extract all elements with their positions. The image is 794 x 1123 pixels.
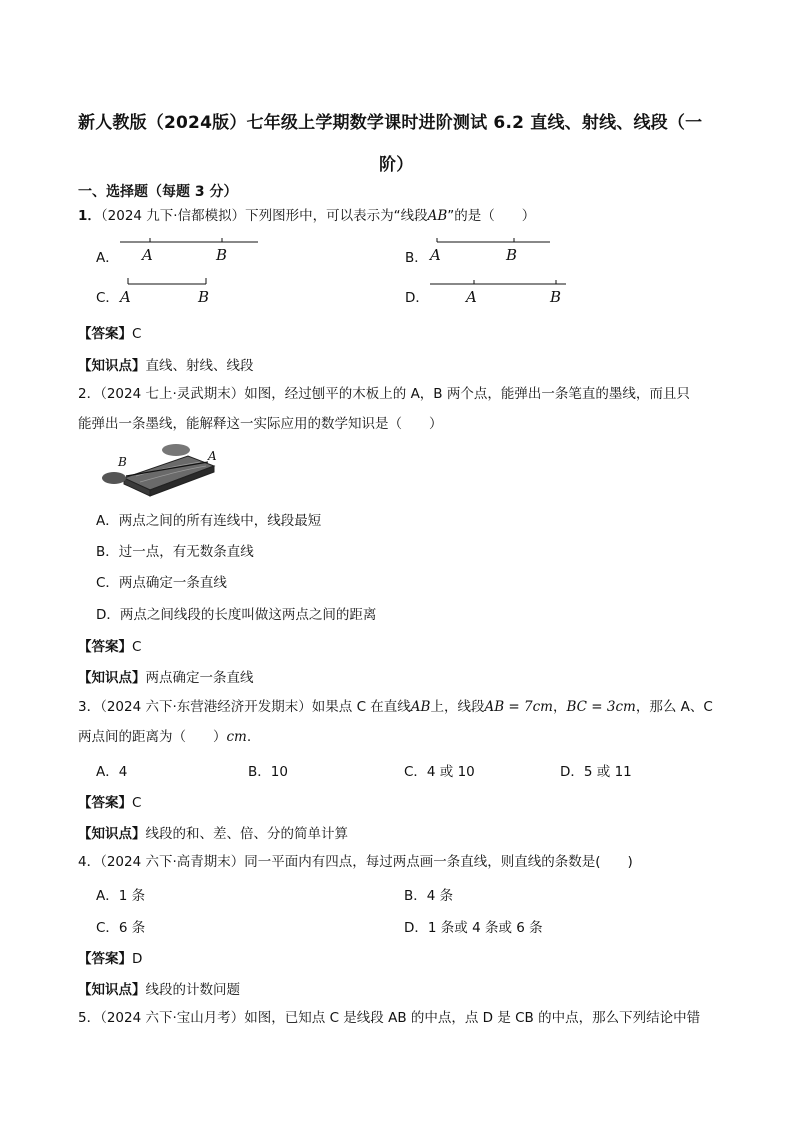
q1-a-point-b: B [216, 246, 228, 264]
q2-knowledge [78, 666, 254, 686]
q1-b-point-a: A [430, 246, 441, 264]
q1-figure-d [426, 274, 571, 306]
q2-option-d[interactable]: D．两点之间线段的长度叫做这两点之间的距离 [96, 607, 377, 623]
q4-option-a[interactable]: A．1 条 [96, 888, 146, 904]
answer-label: 【答案】 [78, 951, 132, 967]
q3-option-c[interactable]: C．4 或 10 [404, 764, 475, 780]
q1-c-point-a: A [120, 288, 131, 306]
question-1-number: 1． [78, 208, 101, 224]
q1-option-a-label[interactable]: A． [96, 250, 119, 266]
q3-text-1: 3．（2024 六下·东营港经济开发期末）如果点 C 在直线 [78, 699, 411, 715]
q1-knowledge-value: 直线、射线、线段 [145, 358, 254, 374]
q3-text-4: ，那么 A、C [635, 699, 713, 715]
q2-knowledge-value: 两点确定一条直线 [145, 670, 254, 686]
left-hand [102, 472, 126, 484]
q3-option-a[interactable]: A．4 [96, 764, 128, 780]
question-1-text-end: ”的是（ ） [447, 208, 536, 224]
section-heading: 一、选择题（每题 3 分） [78, 184, 238, 200]
q3-text-2: 上，线段 [430, 699, 485, 715]
q2-fig-point-a: A [208, 449, 217, 463]
question-1-math: AB [427, 208, 448, 224]
q4-option-b[interactable]: B．4 条 [404, 888, 454, 904]
answer-label: 【答案】 [78, 795, 132, 811]
q2-fig-point-b: B [118, 455, 127, 469]
page-title-line1: 新人教版（2024版）七年级上学期数学课时进阶测试 6.2 直线、射线、线段（一 [78, 113, 703, 133]
q1-c-point-b: B [198, 288, 210, 306]
q3-option-b[interactable]: B．10 [248, 764, 288, 780]
answer-label: 【答案】 [78, 326, 132, 342]
q1-answer-value: C [132, 326, 142, 342]
q1-figure-b [426, 232, 556, 264]
question-1-source: （2024 九下·信都模拟） [100, 208, 246, 224]
q4-answer-value: D [132, 951, 143, 967]
q3-answer-value: C [132, 795, 142, 811]
q3-math-3: BC = 3cm [566, 699, 636, 715]
right-hand [162, 444, 190, 456]
question-3-line2 [78, 727, 251, 747]
q4-option-c[interactable]: C．6 条 [96, 920, 146, 936]
q1-figure-c [118, 274, 218, 306]
q3-math-1: AB [410, 699, 431, 715]
question-3-line1 [78, 697, 713, 717]
q1-d-point-a: A [466, 288, 477, 306]
q1-option-d-label[interactable]: D． [405, 290, 429, 306]
question-4-line1: 4．（2024 六下·高青期末）同一平面内有四点，每过两点画一条直线，则直线的条数是( ) [78, 854, 633, 870]
q1-answer [78, 322, 141, 342]
q4-knowledge-value: 线段的计数问题 [145, 982, 240, 998]
q2-option-b[interactable]: B．过一点，有无数条直线 [96, 544, 254, 560]
q3-text-5: 两点间的距离为（ ） [78, 729, 227, 745]
q3-text-3: ， [552, 699, 567, 715]
q1-d-point-b: B [550, 288, 562, 306]
q1-a-point-a: A [142, 246, 153, 264]
q4-answer [78, 947, 142, 967]
knowledge-label: 【知识点】 [78, 358, 146, 374]
knowledge-label: 【知识点】 [78, 982, 146, 998]
question-1-stem [78, 206, 535, 226]
q2-option-a[interactable]: A．两点之间的所有连线中，线段最短 [96, 513, 322, 529]
question-2-line2: 能弹出一条墨线，能解释这一实际应用的数学知识是（ ） [78, 416, 443, 432]
question-5-line1: 5．（2024 六下·宝山月考）如图，已知点 C 是线段 AB 的中点，点 D 是 CB 的中点，那么下列结论中错 [78, 1010, 701, 1026]
page-title-line2: 阶） [379, 155, 414, 175]
q3-math-unit: cm [226, 729, 247, 745]
q2-answer-value: C [132, 639, 142, 655]
q3-answer [78, 791, 141, 811]
q1-option-b-label[interactable]: B． [405, 250, 428, 266]
question-1-text: 下列图形中，可以表示为“线段 [245, 208, 428, 224]
knowledge-label: 【知识点】 [78, 826, 146, 842]
q2-answer [78, 635, 141, 655]
q3-knowledge-value: 线段的和、差、倍、分的简单计算 [145, 826, 348, 842]
answer-label: 【答案】 [78, 639, 132, 655]
q3-option-d[interactable]: D．5 或 11 [560, 764, 632, 780]
q2-option-c[interactable]: C．两点确定一条直线 [96, 575, 227, 591]
q1-b-point-b: B [506, 246, 518, 264]
q4-option-d[interactable]: D．1 条或 4 条或 6 条 [404, 920, 543, 936]
q2-board-illustration [96, 440, 231, 500]
q1-figure-a [118, 232, 268, 264]
q4-knowledge [78, 978, 240, 998]
q1-option-c-label[interactable]: C． [96, 290, 119, 306]
q1-knowledge [78, 354, 254, 374]
question-2-line1: 2．（2024 七上·灵武期末）如图，经过刨平的木板上的 A，B 两个点，能弹出一条笔直的墨线，而且只 [78, 386, 690, 402]
q3-math-2: AB = 7cm [484, 699, 553, 715]
q3-knowledge [78, 822, 348, 842]
q3-text-6: . [246, 729, 252, 745]
knowledge-label: 【知识点】 [78, 670, 146, 686]
